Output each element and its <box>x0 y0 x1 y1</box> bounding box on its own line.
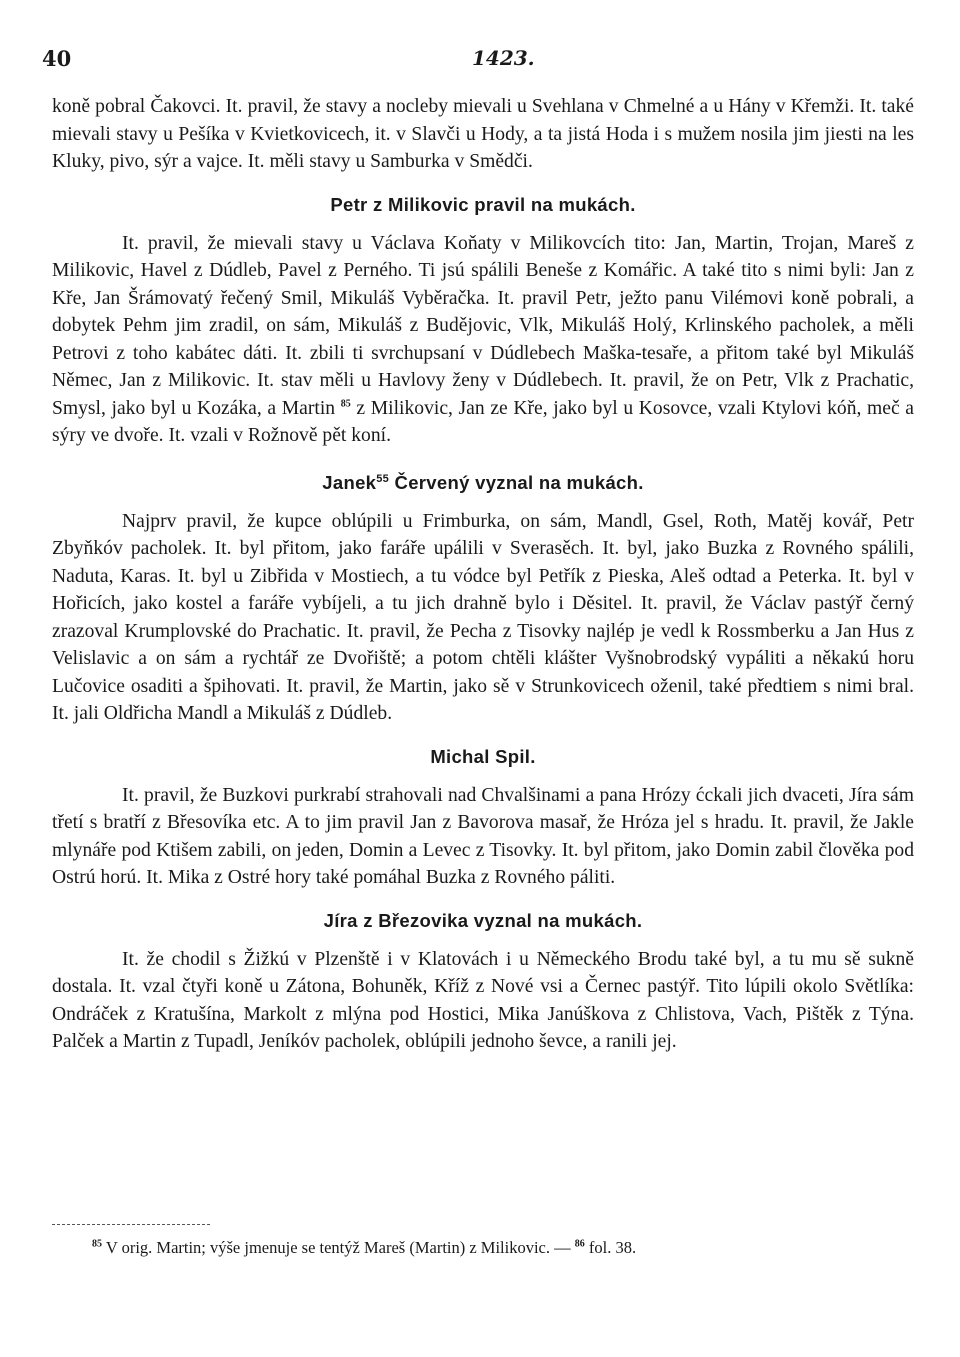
section-heading-petr: Petr z Milikovic pravil na mukách. <box>330 193 636 215</box>
paragraph-janek: Najprv pravil, že kupce oblúpili u Frimburka, on sám, Mandl, Gsel, Roth, Matěj kovář, Petr Zbyňkóv pacholek. It. byl přitom, jako faráře upálili v Sverasěch. It. byl, jako Buzka z Rovného spálili, Naduta, Karas. It. byl u Zibřida v Mostiech, a tu vódce byl Petřík z Pieska, Aleš odtad a Peterka. It. byl v Hořicích, jako kostel a faráře vybíjeli, a tu jich drahně bylo i Děsitel. It. pravil, že Václav pastýř černý zrazoval Krumplovské do Prachatic. It. pravil, že Pecha z Tisovky najlép je vedl k Rossmberku a Jan Hus z Velislavic a on sám a rychtář ze Dvořiště; a potom chtěli klášter Vyšnobrodský vypáliti a někakú horu Lučovice osaditi a špihovati. It. pravil, že Martin, jako sě v Strunkovicech oženil, také předtiem s nimi bral. It. jali Oldřicha Mandl a Mikuláš z Dúdleb. <box>52 510 914 725</box>
footnote-text-85: V orig. Martin; výše jmenuje se tentýž Mareš (Martin) z Milikovic. — <box>102 1238 575 1257</box>
footnote-ref-85: 85 <box>340 397 351 409</box>
section-heading-michal: Michal Spil. <box>430 745 536 767</box>
heading-janek-sup: 55 <box>376 472 390 485</box>
footnotes <box>92 1236 912 1260</box>
heading-janek-name: Janek <box>322 471 377 493</box>
heading-janek-rest: Červený vyznal na mukách. <box>389 471 644 493</box>
page-number: 40 <box>42 46 72 71</box>
footnote-separator <box>52 1224 210 1225</box>
page-header <box>42 46 918 76</box>
paragraph-jira: It. že chodil s Žižkú v Plzenště i v Klatovách i u Německého Brodu také byl, a tu mu sě sukně dostala. It. vzal čtyři koně u Zátona, Bohuněk, Kříž z Nové vsi a Černec pastýř. Tito lúpili okolo Světlíka: Ondráček z Kratušína, Markolt z mlýna pod Hostici, Mika Janúškova z Chlistova, Vach, Pištěk z Týna. Palček a Martin z Tupadl, Jeníkóv pacholek, oblúpili jednoho ševce, a ranili jej. <box>52 948 914 1053</box>
footnote-mark-86: 86 <box>574 1238 585 1250</box>
main-text <box>52 93 914 1056</box>
section-heading-jira: Jíra z Březovika vyznal na mukách. <box>323 909 643 931</box>
intro-paragraph: koně pobral Čakovci. It. pravil, že stavy a nocleby mievali u Svehlana v Chmelné a u Hány v Křemži. It. také mievali stavy u Pešíka v Kvietkovicech, it. v Slavči u Hody, a ta jistá Hoda i s mužem nosila jim jiesti na les Kluky, pivo, sýr a vajce. It. měli stavy u Samburka v Smědči. <box>52 96 914 172</box>
paragraph-petr <box>52 230 914 450</box>
footnote-mark-85: 85 <box>92 1238 102 1250</box>
footnote-text-86: fol. 38. <box>584 1238 637 1257</box>
paragraph-petr-text-a: It. pravil, že mievali stavy u Václava Koňaty v Milikovcích tito: Jan, Martin, Trojan, Mareš z Milikovic, Havel z Dúdleb, Pavel z Perného. Ti jsú spálili Beneše z Komářic. A také tito s nimi byli: Jan z Kře, Jan Šrámovatý řečený Smil, Mikuláš Vyběračka. It. pravil Petr, ježto panu Vilémovi koně pobrali, a dobytek Pehm jim zradil, on sám, Mikuláš z Budějovic, Vlk, Mikuláš Holý, Krlinského pacholek, a měli Petrovi z toho kabátec dáti. It. zbili ti svrchupsaní v Dúdlebech Maška-tesaře, a přitom také byl Mikuláš Němec, Jan z Milikovic. It. stav měli u Havlovy ženy v Dúdlebech. It. pravil, že on Petr, Vlk z Prachatic, Smysl, jako byl u Kozáka, a Martin <box>52 232 914 419</box>
running-head-year: 1423. <box>472 46 535 70</box>
section-heading-janek <box>52 466 914 496</box>
paragraph-petr-text-b: z Milikovic, Jan ze Kře, jako byl u Kosovce, vzali Ktylovi kóň, meč a sýry ve dvoře. It. vzali v Rožnově pět koní. <box>52 397 915 446</box>
paragraph-michal: It. pravil, že Buzkovi purkrabí strahovali nad Chvalšinami a pana Hrózy ćckali jich dvaceti, Jíra sám třetí s bratří z Břesovíka etc. A to jim pravil Jan z Bavorova masař, že Hróza jel s hradu. It. pravil, že Jakle mlynáře pod Ktišem zabili, on jeden, Domin a Levec z Tisovky. It. byl přitom, jako Domin zabil člověka pod Ostrú horú. It. Mika z Ostré hory také pomáhal Buzka z Rovného páliti. <box>52 784 914 889</box>
